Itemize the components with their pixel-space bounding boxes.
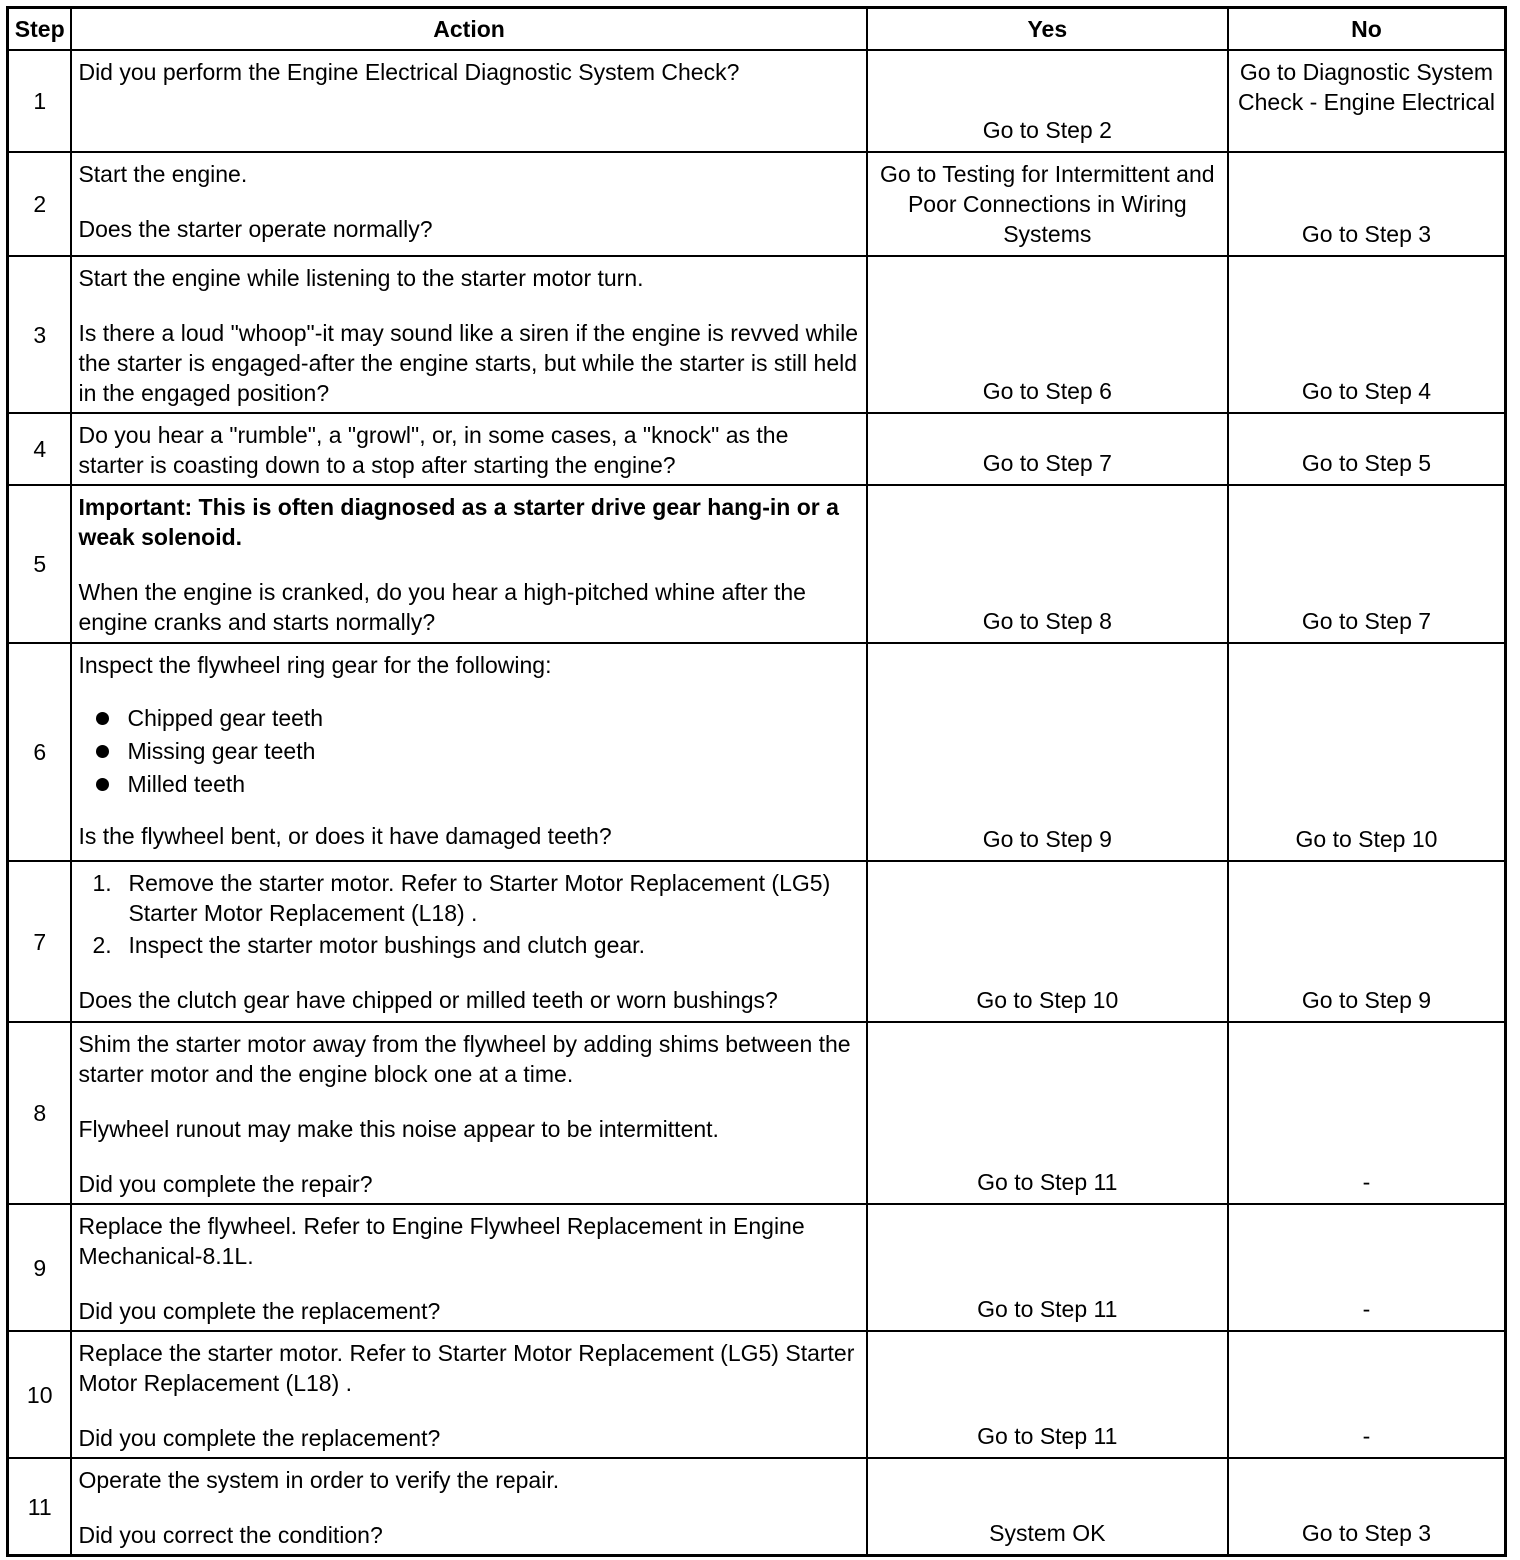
- action-text: Did you perform the Engine Electrical Diagnostic System Check?: [78, 59, 740, 85]
- no-cell: Go to Step 10: [1228, 643, 1506, 861]
- action-text: Shim the starter motor away from the flywheel by adding shims between the starter motor and the engine block one at a time.: [78, 1031, 851, 1087]
- action-cell: [71, 152, 866, 256]
- list-item: [92, 735, 859, 768]
- list-item: [92, 768, 859, 801]
- action-question: Did you complete the replacement?: [78, 1425, 441, 1451]
- no-cell: -: [1228, 1022, 1506, 1204]
- yes-cell: Go to Step 8: [867, 485, 1228, 643]
- table-row: [8, 152, 1506, 256]
- list-item-text: Milled teeth: [127, 771, 246, 797]
- no-cell: -: [1228, 1331, 1506, 1458]
- action-question: Did you complete the replacement?: [78, 1298, 441, 1324]
- action-question: Does the starter operate normally?: [78, 216, 433, 242]
- bullet-icon: [96, 712, 109, 725]
- no-cell: Go to Diagnostic System Check - Engine Electrical: [1228, 50, 1506, 152]
- header-action: Action: [71, 8, 866, 51]
- list-item-text: Chipped gear teeth: [127, 705, 324, 731]
- yes-cell: Go to Step 2: [867, 50, 1228, 152]
- action-text: Start the engine.: [78, 161, 248, 187]
- step-number: 9: [8, 1204, 72, 1331]
- action-cell: [71, 643, 866, 861]
- table-row: [8, 413, 1506, 485]
- header-step: Step: [8, 8, 72, 51]
- list-item-text: Remove the starter motor. Refer to Starter Motor Replacement (LG5) Starter Motor Replacement (L18) .: [128, 870, 831, 926]
- action-question: Did you complete the repair?: [78, 1171, 373, 1197]
- yes-cell: Go to Step 6: [867, 256, 1228, 413]
- bullet-icon: [96, 745, 109, 758]
- table-row: [8, 1204, 1506, 1331]
- action-note: Flywheel runout may make this noise appear to be intermittent.: [78, 1116, 719, 1142]
- bullet-icon: [96, 778, 109, 791]
- table-row: [8, 485, 1506, 643]
- bullet-list: [78, 702, 859, 801]
- action-text: Operate the system in order to verify the repair.: [78, 1467, 560, 1493]
- yes-cell: Go to Step 10: [867, 861, 1228, 1022]
- table-row: [8, 1331, 1506, 1458]
- header-row: [8, 8, 1506, 51]
- step-number: 1: [8, 50, 72, 152]
- table-row: [8, 643, 1506, 861]
- step-number: 4: [8, 413, 72, 485]
- yes-cell: Go to Step 11: [867, 1331, 1228, 1458]
- action-cell: [71, 50, 866, 152]
- table-row: [8, 1022, 1506, 1204]
- table-row: [8, 50, 1506, 152]
- header-yes: Yes: [867, 8, 1228, 51]
- header-no: No: [1228, 8, 1506, 51]
- no-cell: Go to Step 9: [1228, 861, 1506, 1022]
- action-cell: [71, 861, 866, 1022]
- step-number: 11: [8, 1458, 72, 1556]
- step-number: 6: [8, 643, 72, 861]
- no-cell: -: [1228, 1204, 1506, 1331]
- action-text: Inspect the flywheel ring gear for the following:: [78, 652, 552, 678]
- action-cell: [71, 1204, 866, 1331]
- step-number: 10: [8, 1331, 72, 1458]
- action-question: Does the clutch gear have chipped or milled teeth or worn bushings?: [78, 987, 778, 1013]
- step-number: 8: [8, 1022, 72, 1204]
- no-cell: Go to Step 5: [1228, 413, 1506, 485]
- action-question: Do you hear a "rumble", a "growl", or, in some cases, a "knock" as the starter is coasting down to a stop after starting the engine?: [78, 422, 789, 478]
- step-number: 3: [8, 256, 72, 413]
- yes-cell: Go to Step 9: [867, 643, 1228, 861]
- action-text: Replace the starter motor. Refer to Starter Motor Replacement (LG5) Starter Motor Replacement (L18) .: [78, 1340, 855, 1396]
- action-cell: [71, 1331, 866, 1458]
- action-cell: [71, 1022, 866, 1204]
- table-row: [8, 1458, 1506, 1556]
- yes-cell: Go to Step 11: [867, 1204, 1228, 1331]
- table-row: [8, 256, 1506, 413]
- diagnostic-table-container: [6, 6, 1507, 1557]
- no-cell: Go to Step 4: [1228, 256, 1506, 413]
- list-item-text: Missing gear teeth: [127, 738, 316, 764]
- important-note: Important: This is often diagnosed as a starter drive gear hang-in or a weak solenoid.: [78, 494, 839, 550]
- action-text: Replace the flywheel. Refer to Engine Flywheel Replacement in Engine Mechanical-8.1L.: [78, 1213, 805, 1269]
- action-question: When the engine is cranked, do you hear a high-pitched whine after the engine cranks and starts normally?: [78, 579, 806, 635]
- action-question: Did you correct the condition?: [78, 1522, 383, 1548]
- list-item: [92, 702, 859, 735]
- list-number: 2.: [92, 932, 112, 958]
- no-cell: Go to Step 3: [1228, 152, 1506, 256]
- action-cell: [71, 1458, 866, 1556]
- yes-cell: System OK: [867, 1458, 1228, 1556]
- action-question: Is the flywheel bent, or does it have damaged teeth?: [78, 823, 612, 849]
- numbered-list: [78, 868, 859, 960]
- diagnostic-table: [6, 6, 1507, 1557]
- table-row: [8, 861, 1506, 1022]
- yes-cell: Go to Testing for Intermittent and Poor Connections in Wiring Systems: [867, 152, 1228, 256]
- action-text: Start the engine while listening to the starter motor turn.: [78, 265, 644, 291]
- list-item: [92, 868, 859, 928]
- action-cell: [71, 485, 866, 643]
- list-number: 1.: [92, 870, 112, 896]
- yes-cell: Go to Step 7: [867, 413, 1228, 485]
- action-question: Is there a loud "whoop"-it may sound like a siren if the engine is revved while the starter is engaged-after the engine starts, but while the starter is still held in the engaged position?: [78, 320, 859, 406]
- no-cell: Go to Step 7: [1228, 485, 1506, 643]
- action-cell: [71, 256, 866, 413]
- list-item: [92, 930, 859, 960]
- list-item-text: Inspect the starter motor bushings and clutch gear.: [128, 932, 645, 958]
- yes-cell: Go to Step 11: [867, 1022, 1228, 1204]
- step-number: 2: [8, 152, 72, 256]
- step-number: 7: [8, 861, 72, 1022]
- step-number: 5: [8, 485, 72, 643]
- action-cell: [71, 413, 866, 485]
- no-cell: Go to Step 3: [1228, 1458, 1506, 1556]
